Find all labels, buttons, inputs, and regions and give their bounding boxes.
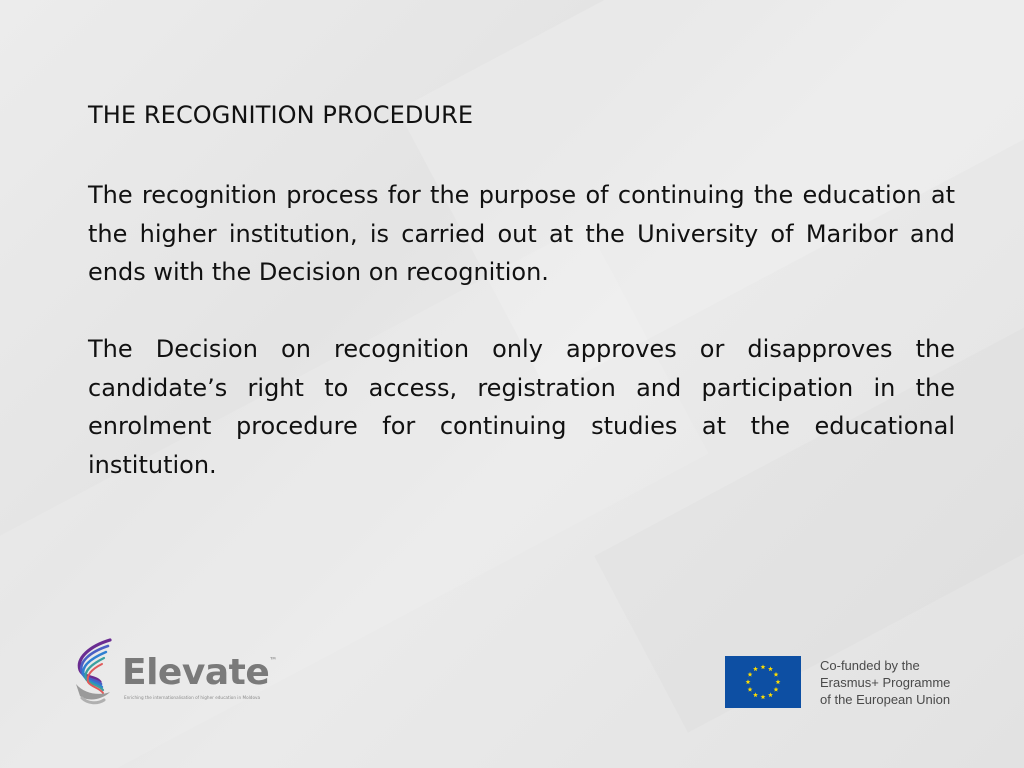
elevate-wordmark [122, 652, 277, 693]
body-paragraph-1: The recognition process for the purpose of continuing the education at the higher institution, is carried out at the University of Maribor and ends with the Decision on recognition. [88, 181, 955, 286]
eu-star [774, 687, 779, 692]
elevate-wordmark-text: Elevate [122, 652, 270, 693]
eu-star [761, 694, 766, 699]
eu-star [776, 679, 781, 684]
slide-title: THE RECOGNITION PROCEDURE [88, 101, 474, 129]
eu-text-line-1: Co-funded by the [820, 658, 920, 673]
eu-flag-icon [725, 656, 801, 708]
eu-star [774, 672, 779, 677]
elevate-swirl-icon [70, 636, 120, 708]
eu-text-line-2: Erasmus+ Programme [820, 675, 951, 690]
eu-cofunded-text [820, 657, 950, 708]
eu-star [768, 692, 773, 697]
trademark-mark: ™ [269, 656, 277, 665]
eu-star [761, 664, 766, 669]
elevate-logo [70, 636, 277, 708]
elevate-tagline: Enriching the internationalisation of higher education in Moldova [124, 695, 261, 700]
eu-star [746, 679, 751, 684]
body-paragraph-2: The Decision on recognition only approves or disapproves the candidate’s right to access, registration and participation in the enrolment procedure for continuing studies at the educational institution. [88, 335, 955, 479]
eu-stars [725, 656, 801, 708]
eu-text-line-3: of the European Union [820, 692, 951, 707]
eu-star [748, 687, 753, 692]
eu-star [753, 666, 758, 671]
eu-star [768, 666, 773, 671]
eu-star [748, 672, 753, 677]
eu-star [753, 692, 758, 697]
